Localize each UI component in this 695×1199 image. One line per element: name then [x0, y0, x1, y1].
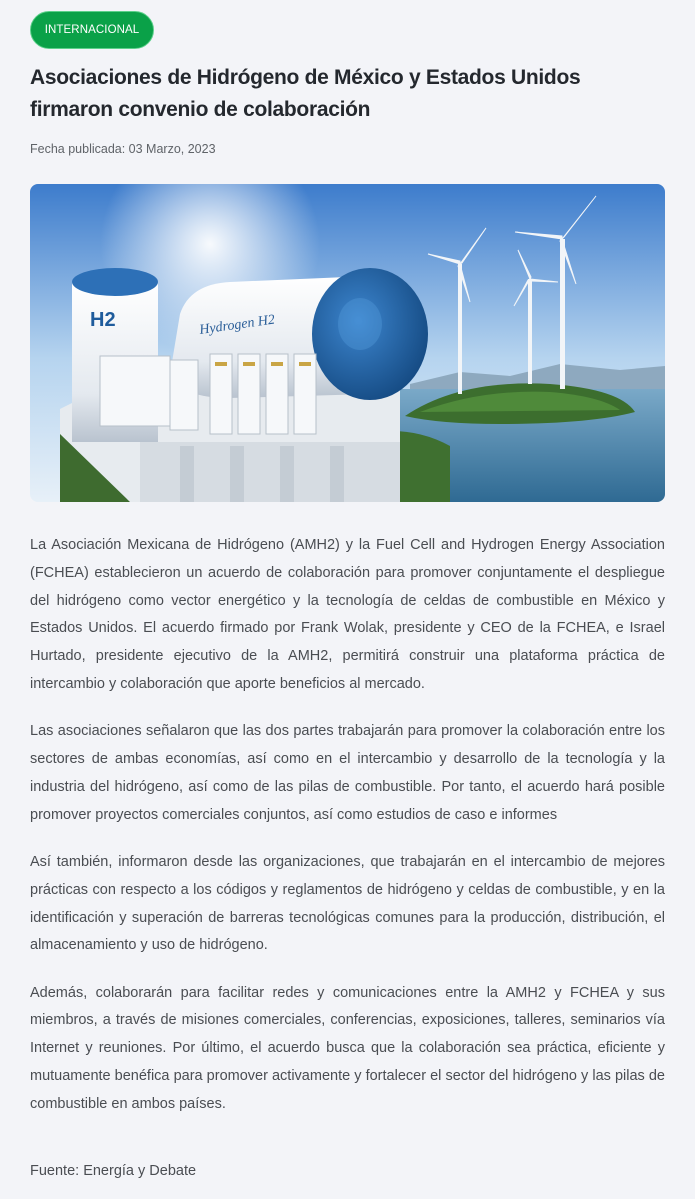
hydrogen-wind-illustration: [30, 184, 665, 502]
publish-date: Fecha publicada: 03 Marzo, 2023: [30, 142, 216, 156]
article-title: Asociaciones de Hidrógeno de México y Estados Unidos firmaron convenio de colaboración: [30, 66, 581, 121]
category-label: INTERNACIONAL: [44, 24, 140, 36]
article-source: Fuente: Energía y Debate: [30, 1163, 197, 1179]
paragraph: La Asociación Mexicana de Hidrógeno (AMH2) y la Fuel Cell and Hydrogen Energy Association (FCHEA) establecieron un acuerdo de colaboración para promover conjuntamente el despliegue del hidrógeno como vector energético y la tecnología de celdas de combustible en México y Estados Unidos. El acuerdo firmado por Frank Wolak, presidente y CEO de la FCHEA, e Israel Hurtado, presidente ejecutivo de la AMH2, permitirá construir una plataforma práctica de intercambio y colaboración que aporte beneficios al mercado.: [30, 537, 665, 692]
article-body: [30, 532, 665, 1138]
category-badge[interactable]: [30, 11, 154, 49]
tank-label-h2: H2: [90, 309, 116, 331]
paragraph: Así también, informaron desde las organizaciones, que trabajarán en el intercambio de mejores prácticas con respecto a los códigos y reglamentos de hidrógeno y celdas de combustible, y en la identificación y superación de barreras tecnológicas comunes para la producción, distribución, el almacenamiento y uso de hidrógeno.: [30, 853, 665, 954]
hero-image: [30, 184, 665, 502]
paragraph: Además, colaborarán para facilitar redes y comunicaciones entre la AMH2 y FCHEA y sus miembros, a través de misiones comerciales, conferencias, exposiciones, talleres, seminarios vía Internet y reuniones. Por último, el acuerdo busca que la colaboración sea práctica, eficiente y mutuamente benéfica para promover activamente y fortalecer el sector del hidrógeno y las pilas de combustible en ambos países.: [30, 984, 665, 1112]
tank-label-hydrogen: Hydrogen H2: [198, 312, 276, 338]
paragraph: Las asociaciones señalaron que las dos partes trabajarán para promover la colaboración entre los sectores de ambas economías, así como en el intercambio y desarrollo de la tecnología y la industria del hidrógeno, así como de las pilas de combustible. Por tanto, el acuerdo hará posible promover proyectos comerciales conjuntos, así como estudios de caso e informes: [30, 723, 665, 823]
